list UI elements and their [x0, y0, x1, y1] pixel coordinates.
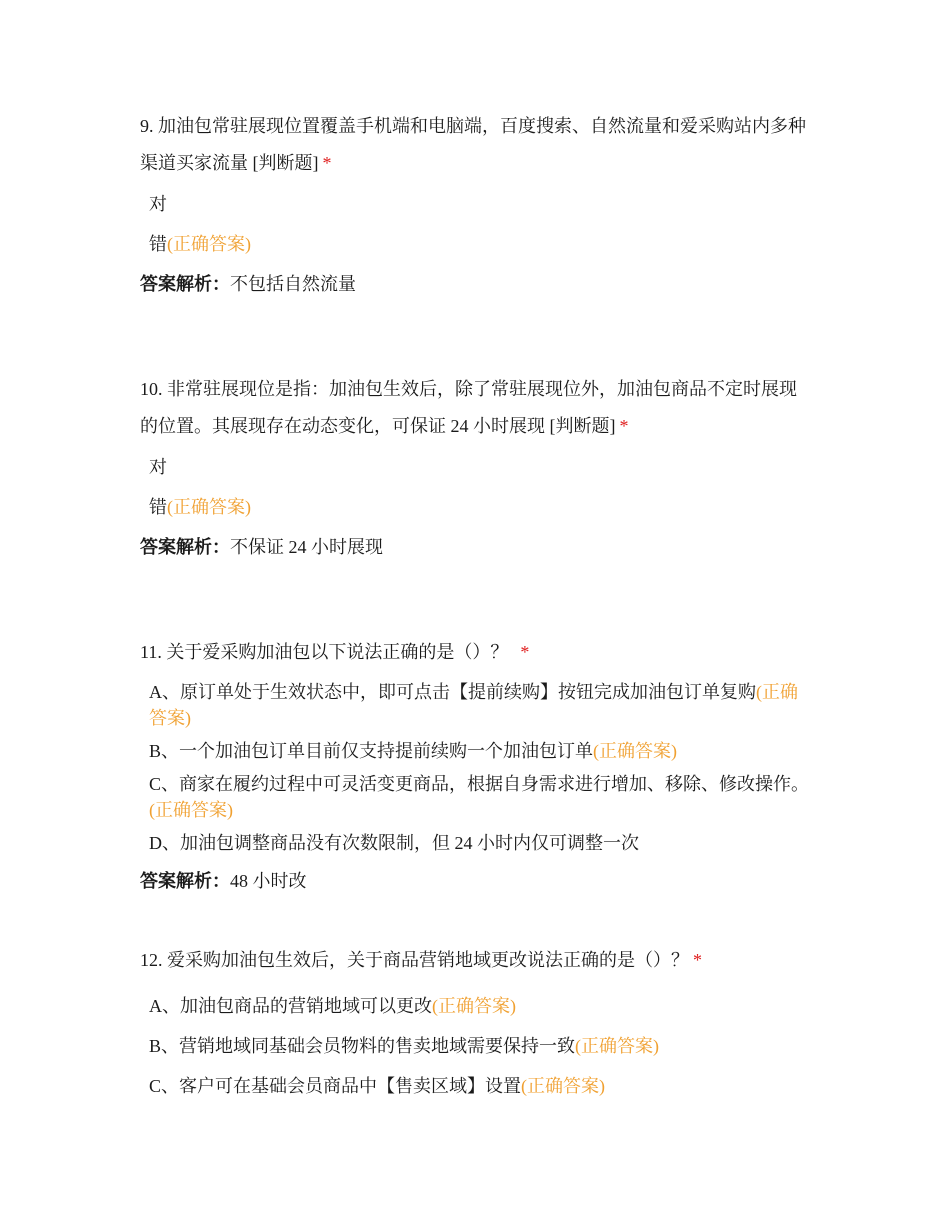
option-item: C、商家在履约过程中可灵活变更商品，根据自身需求进行增加、移除、修改操作。(正确答案) [149, 774, 810, 820]
correct-answer-tag: (正确答案) [149, 682, 798, 728]
correct-answer-tag: (正确答案) [167, 234, 251, 254]
question-title: 10. 非常驻展现位是指：加油包生效后，除了常驻展现位外，加油包商品不定时展现的位置。其展现存在动态变化，可保证 24 小时展现 [判断题] * [140, 379, 797, 436]
option-item: B、营销地域同基础会员物料的售卖地域需要保持一致(正确答案) [149, 1036, 660, 1056]
option-item: D、加油包调整商品没有次数限制，但 24 小时内仅可调整一次 [149, 833, 639, 853]
option-item: 错(正确答案) [149, 497, 251, 517]
required-mark: * [322, 153, 332, 173]
question-title: 11. 关于爱采购加油包以下说法正确的是（）？ * [140, 642, 530, 662]
required-mark: * [693, 950, 702, 970]
analysis-label: 答案解析： [140, 537, 230, 557]
answer-analysis: 答案解析：不包括自然流量 [140, 274, 356, 294]
correct-answer-tag: (正确答案) [575, 1036, 660, 1056]
option-item: A、原订单处于生效状态中，即可点击【提前续购】按钮完成加油包订单复购(正确答案) [149, 682, 798, 728]
answer-analysis: 答案解析：48 小时改 [140, 871, 307, 891]
correct-answer-tag: (正确答案) [167, 497, 251, 517]
correct-answer-tag: (正确答案) [149, 800, 233, 820]
question-title: 9. 加油包常驻展现位置覆盖手机端和电脑端，百度搜索、自然流量和爱采购站内多种渠道买家流量 [判断题] * [140, 116, 806, 173]
question-11 [140, 634, 810, 894]
analysis-label: 答案解析： [140, 871, 230, 891]
required-mark: * [619, 416, 629, 436]
question-title: 12. 爱采购加油包生效后，关于商品营销地域更改说法正确的是（）？ * [140, 950, 702, 970]
correct-answer-tag: (正确答案) [432, 996, 516, 1016]
option-item: 错(正确答案) [149, 234, 251, 254]
analysis-label: 答案解析： [140, 274, 230, 294]
question-10 [140, 371, 810, 560]
option-item: C、客户可在基础会员商品中【售卖区域】设置(正确答案) [149, 1076, 606, 1096]
required-mark: * [520, 642, 530, 662]
option-item: 对 [149, 194, 167, 214]
option-item: 对 [149, 457, 167, 477]
question-9 [140, 108, 810, 297]
option-item: A、加油包商品的营销地域可以更改(正确答案) [149, 996, 516, 1016]
question-12 [140, 942, 810, 1099]
correct-answer-tag: (正确答案) [521, 1076, 606, 1096]
answer-analysis: 答案解析：不保证 24 小时展现 [140, 537, 383, 557]
correct-answer-tag: (正确答案) [593, 741, 678, 761]
option-item: B、一个加油包订单目前仅支持提前续购一个加油包订单(正确答案) [149, 741, 678, 761]
